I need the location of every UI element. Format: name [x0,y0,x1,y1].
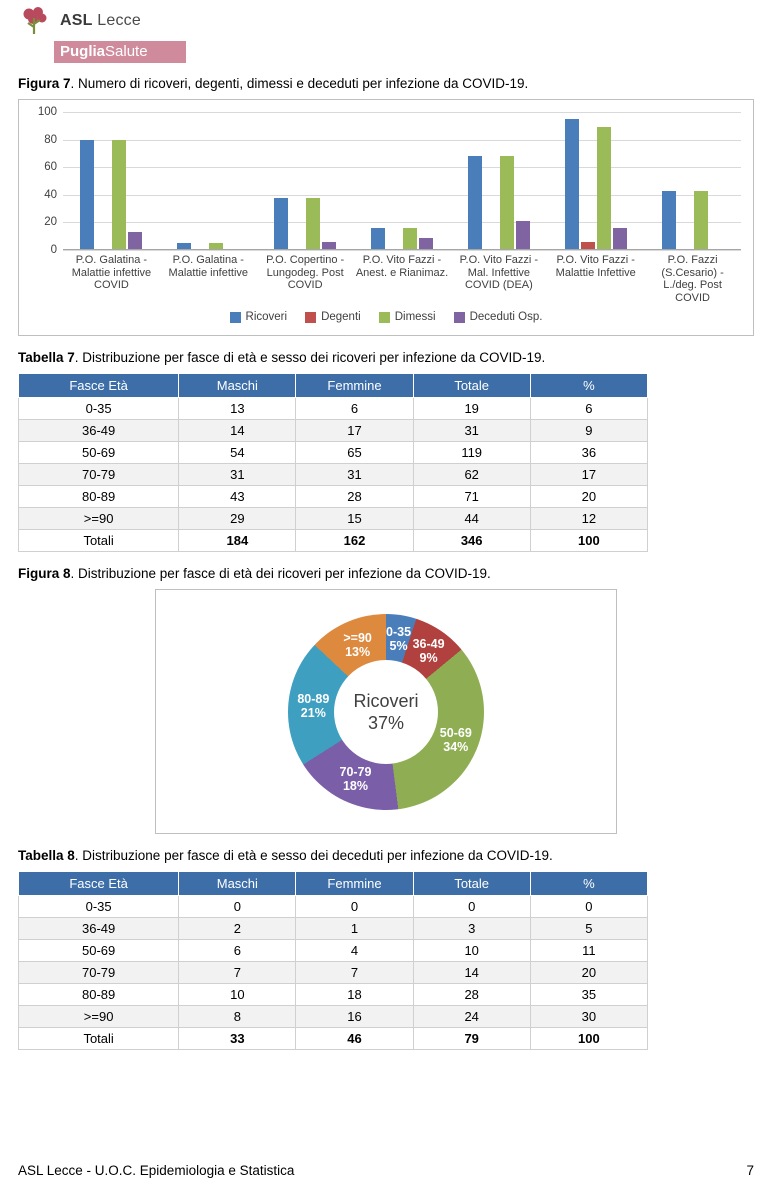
logo-asl: ASL [60,12,93,29]
donut-slice-label: 80-89 21% [297,691,330,720]
table-column-header: Maschi [179,872,296,896]
table-cell: >=90 [19,1006,179,1028]
table-cell: 30 [530,1006,647,1028]
table-column-header: Femmine [296,374,413,398]
chart-x-tick: P.O. Vito Fazzi - Mal. Infettive COVID (DEA) [459,254,539,291]
tabella7 [18,373,648,552]
table-column-header: Fasce Età [19,872,179,896]
chart-legend-item [230,311,288,323]
table-column-header: Maschi [179,374,296,398]
table-cell: 12 [530,508,647,530]
table-cell: 70-79 [19,962,179,984]
chart-bars [63,112,741,250]
chart-y-tick: 80 [44,133,57,146]
chart-y-tick: 60 [44,161,57,174]
table-cell: 6 [296,398,413,420]
table-cell: 10 [413,940,530,962]
table-cell: 31 [413,420,530,442]
table-cell: 28 [413,984,530,1006]
chart-legend-swatch [379,312,390,323]
logo-lecce: Lecce [97,12,141,29]
donut-slice-label: 36-49 9% [412,637,445,666]
chart-bar [468,156,482,250]
table-cell: 20 [530,486,647,508]
figure7-caption [18,76,754,91]
table-cell: 6 [179,940,296,962]
table-row [19,398,648,420]
chart-bar [613,228,627,250]
chart-bar [694,191,708,250]
table-cell: 15 [296,508,413,530]
table-cell: 70-79 [19,464,179,486]
chart-x-tick: P.O. Copertino - Lungodeg. Post COVID [266,254,345,291]
table-cell: 6 [530,398,647,420]
chart-bar [597,127,611,250]
chart-bar-group [257,112,354,250]
chart-bar [371,228,385,250]
table-cell: 14 [179,420,296,442]
chart-legend-label: Dimessi [394,311,436,323]
table-cell: 11 [530,940,647,962]
donut-center-line1: Ricoveri [353,690,419,711]
table-cell: 24 [413,1006,530,1028]
table-cell: 119 [413,442,530,464]
chart-bar [516,221,530,250]
table-cell: 14 [413,962,530,984]
table-row [19,508,648,530]
figure8-caption-label: Figura 8 [18,566,71,581]
donut-slice-label: 70-79 18% [339,765,372,794]
table-cell: 17 [296,420,413,442]
chart-legend-item [454,311,543,323]
table-cell: 65 [296,442,413,464]
chart-bar [274,198,288,250]
table-row [19,1006,648,1028]
chart-legend-item [305,311,361,323]
table-cell: 2 [179,918,296,940]
figure8-caption-text: . Distribuzione per fasce di età dei ricoveri per infezione da COVID-19. [70,566,491,581]
footer-page-number: 7 [746,1163,754,1178]
table-cell: 50-69 [19,442,179,464]
chart-x-tick: P.O. Fazzi (S.Cesario) - L./deg. Post COVID [661,254,724,304]
chart-x-axis-line [63,249,741,250]
table-cell: 0 [413,896,530,918]
chart-y-tick: 100 [37,106,57,118]
table-cell: 184 [179,530,296,552]
figure7-caption-text: . Numero di ricoveri, degenti, dimessi e deceduti per infezione da COVID-19. [70,76,529,91]
table-row [19,420,648,442]
tabella7-caption [18,350,754,365]
chart-x-tick: P.O. Galatina - Malattie infettive [168,254,249,279]
table-column-header: Femmine [296,872,413,896]
chart-legend-swatch [454,312,465,323]
table-row [19,962,648,984]
chart-bar [500,156,514,250]
chart-bar [662,191,676,250]
table-cell: 346 [413,530,530,552]
table-cell: 20 [530,962,647,984]
logo-text [60,12,141,30]
chart-bar [112,140,126,250]
table-row [19,896,648,918]
page-footer [18,1163,754,1178]
chart-bar [403,228,417,250]
table-cell: 17 [530,464,647,486]
figure7-chart [18,99,754,336]
chart-legend-item [379,311,436,323]
footer-text: ASL Lecce - U.O.C. Epidemiologia e Statistica [18,1163,295,1178]
table-cell: 1 [296,918,413,940]
table-cell: 4 [296,940,413,962]
table-cell: 44 [413,508,530,530]
table-cell: 0 [296,896,413,918]
table-row [19,940,648,962]
tabella8-caption-text: . Distribuzione per fasce di età e sesso dei deceduti per infezione da COVID-19. [74,848,553,863]
table-cell: 29 [179,508,296,530]
table-cell: 35 [530,984,647,1006]
table-cell: 10 [179,984,296,1006]
chart-bar-group [63,112,160,250]
tabella7-caption-text: . Distribuzione per fasce di età e sesso dei ricoveri per infezione da COVID-19. [74,350,546,365]
chart-x-categories [63,254,741,304]
table-column-header: Fasce Età [19,374,179,398]
table-column-header: Totale [413,374,530,398]
chart-bar [306,198,320,250]
table-cell: 100 [530,1028,647,1050]
table-row [19,918,648,940]
chart-bar [128,232,142,250]
table-cell: 0 [179,896,296,918]
chart-plot-area [63,112,741,250]
table-cell: 18 [296,984,413,1006]
chart-legend-label: Degenti [321,311,361,323]
chart-bar-group [354,112,451,250]
chart-gridline [63,250,741,251]
chart-legend-label: Ricoveri [245,311,288,323]
table-cell: Totali [19,530,179,552]
table-cell: 0 [530,896,647,918]
tabella8-caption [18,848,754,863]
table-cell: 31 [296,464,413,486]
table-cell: 36 [530,442,647,464]
table-row [19,486,648,508]
donut-center-label [353,690,418,734]
tree-icon [18,4,52,38]
table-cell: 71 [413,486,530,508]
table-row [19,530,648,552]
logo-row [18,4,754,38]
table-cell: 162 [296,530,413,552]
table-cell: 16 [296,1006,413,1028]
table-cell: 79 [413,1028,530,1050]
header-logo-block [18,0,754,62]
table-cell: 13 [179,398,296,420]
table-cell: 7 [296,962,413,984]
table-cell: 31 [179,464,296,486]
table-cell: 7 [179,962,296,984]
chart-y-tick: 40 [44,188,57,201]
table-cell: 43 [179,486,296,508]
table-cell: Totali [19,1028,179,1050]
chart-bar-group [644,112,741,250]
table-row [19,464,648,486]
table-cell: 100 [530,530,647,552]
table-cell: 80-89 [19,984,179,1006]
table-cell: 33 [179,1028,296,1050]
chart-legend-swatch [230,312,241,323]
chart-x-tick: P.O. Vito Fazzi - Anest. e Rianimaz. [355,254,449,279]
pugliasalute-rest: Salute [105,43,148,60]
table-cell: 36-49 [19,420,179,442]
table-cell: 5 [530,918,647,940]
figure8-donut-chart [155,589,617,834]
table-cell: 62 [413,464,530,486]
table-cell: 3 [413,918,530,940]
table-cell: 9 [530,420,647,442]
table-cell: 36-49 [19,918,179,940]
chart-legend [19,311,753,323]
table-row [19,1028,648,1050]
table-cell: 8 [179,1006,296,1028]
table-cell: 19 [413,398,530,420]
chart-y-tick: 0 [50,244,57,256]
table-header-row [19,374,648,398]
chart-legend-swatch [305,312,316,323]
chart-x-tick: P.O. Vito Fazzi - Malattie Infettive [555,254,636,279]
table-cell: 46 [296,1028,413,1050]
table-cell: 80-89 [19,486,179,508]
donut-center-line2: 37% [367,712,405,733]
table-column-header: Totale [413,872,530,896]
table-cell: >=90 [19,508,179,530]
figure8-caption [18,566,754,581]
chart-bar-group [160,112,257,250]
table-cell: 50-69 [19,940,179,962]
donut-slice-label: >=90 13% [343,630,372,659]
table-cell: 54 [179,442,296,464]
chart-bar [565,119,579,250]
chart-bar [80,140,94,250]
table-row [19,442,648,464]
table-cell: 28 [296,486,413,508]
donut-slice-label: 50-69 34% [439,725,472,754]
table-column-header: % [530,374,647,398]
chart-bar-group [450,112,547,250]
pugliasalute-banner [54,41,186,63]
table-cell: 0-35 [19,896,179,918]
figure7-caption-label: Figura 7 [18,76,71,91]
tabella8 [18,871,648,1050]
table-header-row [19,872,648,896]
pugliasalute-bold: Puglia [60,43,106,60]
donut-slice-label: 0-35 5% [386,625,412,654]
chart-bar-group [547,112,644,250]
table-cell: 0-35 [19,398,179,420]
tabella7-caption-label: Tabella 7 [18,350,75,365]
table-column-header: % [530,872,647,896]
chart-y-tick: 20 [44,216,57,229]
chart-x-tick: P.O. Galatina - Malattie infettive COVID [71,254,152,291]
table-row [19,984,648,1006]
tabella8-caption-label: Tabella 8 [18,848,75,863]
chart-y-axis [27,106,57,256]
chart-legend-label: Deceduti Osp. [469,311,543,323]
